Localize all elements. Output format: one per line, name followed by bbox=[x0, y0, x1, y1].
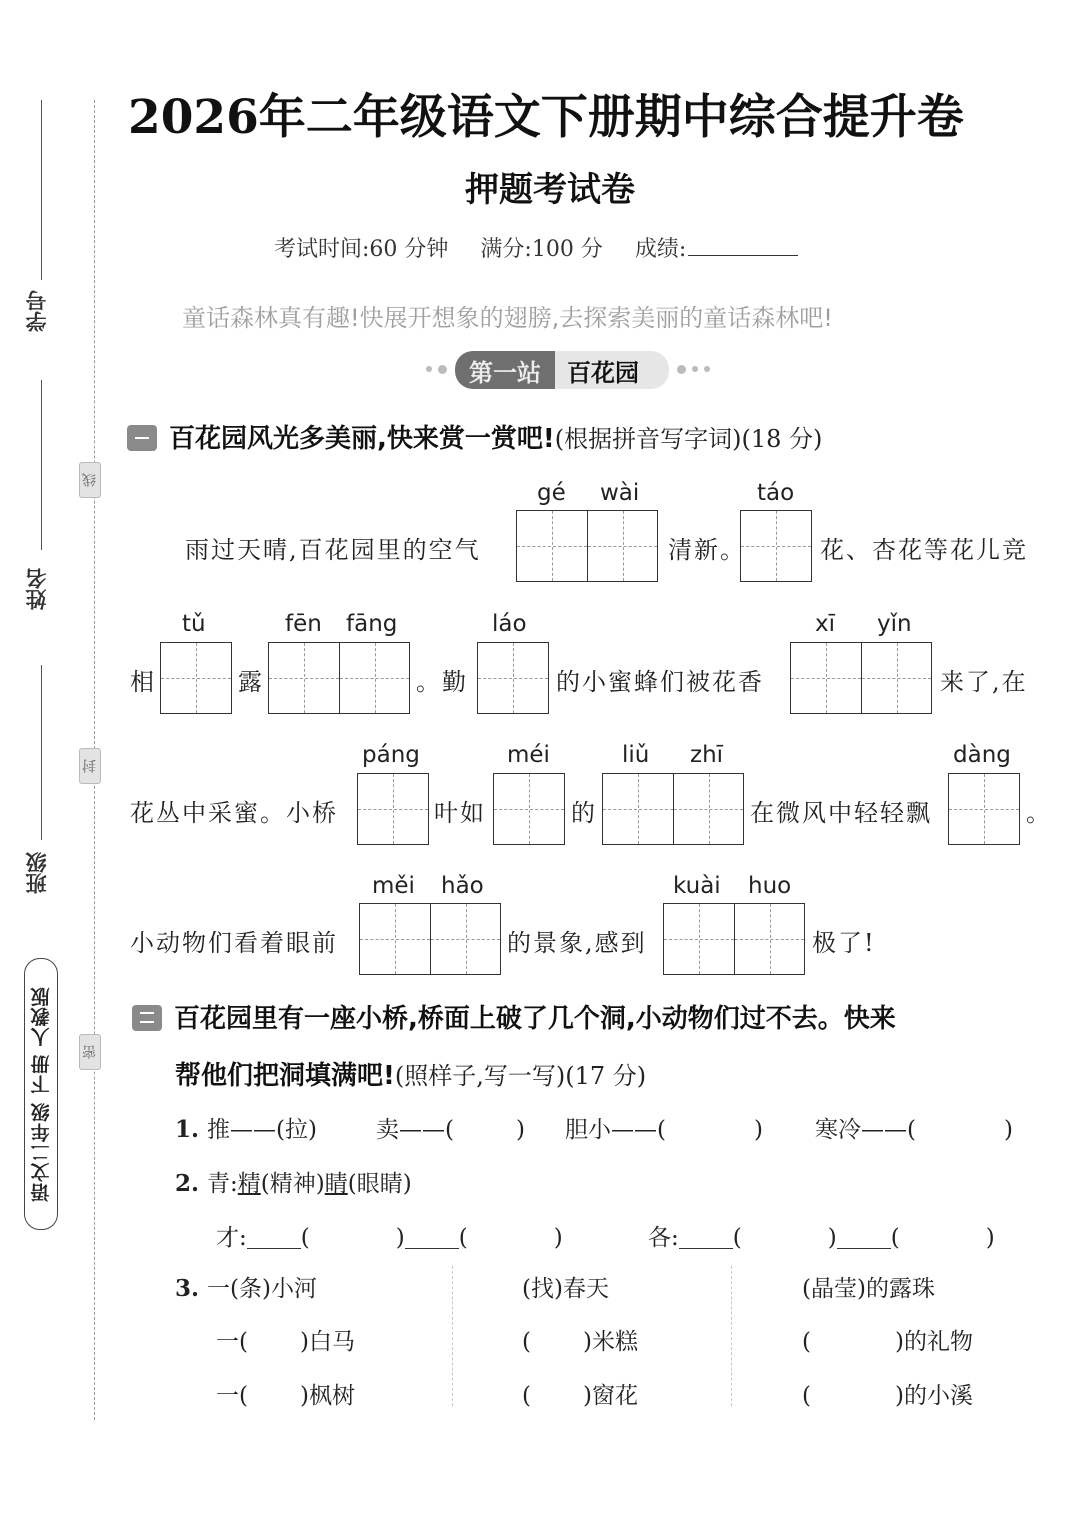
item2-cai-label: 才: bbox=[216, 1225, 247, 1251]
cai-blank-2[interactable] bbox=[405, 1229, 459, 1249]
ge-open-2: ( bbox=[890, 1225, 900, 1251]
dots-right bbox=[677, 366, 710, 374]
page-subtitle: 押题考试卷 bbox=[465, 170, 635, 210]
item3-divider-2 bbox=[731, 1266, 732, 1406]
item3-c1-r1: 一(条)小河 bbox=[207, 1276, 317, 1302]
item3-c1-r2: 一( bbox=[216, 1329, 248, 1355]
q1-text-7: 的小蜜蜂们被花香 bbox=[556, 668, 764, 696]
item1-c-close: ) bbox=[1003, 1117, 1013, 1143]
item2-w1: 精 bbox=[237, 1171, 261, 1197]
cai-open-1: ( bbox=[300, 1225, 310, 1251]
item3-c1-r3: 一( bbox=[216, 1383, 248, 1409]
pinyin-ge: gé bbox=[537, 480, 566, 506]
q1-text-12: 在微风中轻轻飘 bbox=[750, 799, 932, 827]
q1-text-11: 的 bbox=[571, 799, 597, 827]
cai-open-2: ( bbox=[458, 1225, 468, 1251]
pinyin-liu: liǔ bbox=[622, 742, 650, 768]
pinyin-hao: hǎo bbox=[441, 873, 484, 899]
item2-w2-word: (眼睛) bbox=[347, 1171, 412, 1197]
name-blank[interactable] bbox=[41, 380, 42, 550]
cai-close-2: ) bbox=[553, 1225, 563, 1251]
cut-mark-secret: 密 bbox=[79, 1034, 101, 1070]
q1-text-2: 清新。 bbox=[668, 536, 746, 564]
pinyin-yin: yǐn bbox=[877, 611, 912, 637]
item2-num: 2. bbox=[175, 1170, 200, 1197]
item3-c1-r3-tail: )枫树 bbox=[299, 1383, 355, 1409]
q2-heading bbox=[132, 998, 896, 1035]
dots-left bbox=[426, 366, 447, 374]
station-number: 第一站 bbox=[455, 351, 555, 389]
exam-time: 考试时间:60 分钟 bbox=[274, 237, 449, 262]
class-blank[interactable] bbox=[41, 665, 42, 840]
item2-w1-word: (精神) bbox=[260, 1171, 325, 1197]
intro-text: 童话森林真有趣!快展开想象的翅膀,去探索美丽的童话森林吧! bbox=[182, 304, 833, 332]
item1-example: 推——(拉) bbox=[207, 1117, 317, 1143]
pinyin-fang: fāng bbox=[346, 611, 398, 637]
name-label: 姓名 bbox=[25, 568, 49, 610]
item2-head: 青: bbox=[207, 1171, 238, 1197]
q1-text-9: 花丛中采蜜。小桥 bbox=[130, 799, 338, 827]
cai-blank-1[interactable] bbox=[247, 1229, 301, 1249]
q1-text-8: 来了,在 bbox=[940, 668, 1028, 696]
item1-c[interactable] bbox=[815, 1111, 1013, 1144]
pinyin-mei: méi bbox=[507, 742, 550, 768]
q2-item1 bbox=[175, 1111, 317, 1144]
item1-b-text: 胆小——( bbox=[565, 1117, 666, 1143]
q2-note: (照样子,写一写)(17 分) bbox=[394, 1062, 647, 1090]
item3-c2-r2: ( bbox=[522, 1329, 531, 1355]
tianzige-fenfang[interactable] bbox=[268, 642, 410, 714]
exam-full-score: 满分:100 分 bbox=[480, 237, 603, 262]
q1-text-15: 的景象,感到 bbox=[507, 929, 647, 957]
q1-heading bbox=[127, 418, 822, 455]
item3-c3-r3: ( bbox=[802, 1383, 811, 1409]
student-id-label: 学号 bbox=[25, 290, 49, 332]
pinyin-kuai: kuài bbox=[673, 873, 721, 899]
book-label: 语文二年级 下册 人教版 bbox=[24, 958, 58, 1230]
q1-text-10: 叶如 bbox=[434, 799, 486, 827]
item3-col1-row1 bbox=[175, 1270, 317, 1303]
tianzige-xiyin[interactable] bbox=[790, 642, 932, 714]
q2-item2-example bbox=[175, 1165, 412, 1198]
score-blank[interactable] bbox=[688, 232, 798, 256]
cut-mark-seal: 封 bbox=[79, 748, 101, 784]
binding-margin bbox=[0, 0, 100, 1527]
pinyin-dang: dàng bbox=[953, 742, 1011, 768]
q2-title-line2: 帮他们把洞填满吧! bbox=[175, 1061, 395, 1091]
item3-col2-row2[interactable] bbox=[522, 1323, 638, 1356]
item2-ge-label: 各: bbox=[648, 1225, 679, 1251]
item3-c2-r3: ( bbox=[522, 1383, 531, 1409]
item3-col3-row3[interactable] bbox=[802, 1377, 973, 1410]
tianzige-pang[interactable] bbox=[357, 773, 429, 845]
station-name: 百花园 bbox=[555, 351, 669, 389]
item2-w2: 睛 bbox=[324, 1171, 348, 1197]
pinyin-lao: láo bbox=[492, 611, 527, 637]
q1-text-4: 相 bbox=[130, 668, 156, 696]
item3-c3-r2: ( bbox=[802, 1329, 811, 1355]
item3-divider-1 bbox=[452, 1266, 453, 1406]
q1-text-13: 。 bbox=[1026, 799, 1052, 827]
q1-text-5: 露 bbox=[238, 668, 264, 696]
q1-number-badge bbox=[127, 425, 157, 451]
q1-text-16: 极了! bbox=[812, 929, 876, 957]
item1-num: 1. bbox=[175, 1116, 200, 1143]
item3-col3-row2[interactable] bbox=[802, 1323, 973, 1356]
tianzige-liuzhi[interactable] bbox=[602, 773, 744, 845]
ge-close-2: ) bbox=[985, 1225, 995, 1251]
item3-num: 3. bbox=[175, 1275, 200, 1302]
item3-c3-r1: (晶莹)的露珠 bbox=[802, 1276, 935, 1302]
item3-col1-row2[interactable] bbox=[216, 1323, 355, 1356]
item1-a-close: ) bbox=[515, 1117, 525, 1143]
station-banner bbox=[418, 350, 718, 390]
ge-close-1: ) bbox=[827, 1225, 837, 1251]
pinyin-tao: táo bbox=[757, 480, 795, 506]
item1-a-text: 卖——( bbox=[376, 1117, 454, 1143]
item1-b-close: ) bbox=[753, 1117, 763, 1143]
item1-c-text: 寒冷——( bbox=[815, 1117, 916, 1143]
pinyin-mei3: měi bbox=[372, 873, 415, 899]
item3-col2-row1 bbox=[522, 1270, 609, 1303]
ge-blank-2[interactable] bbox=[837, 1229, 891, 1249]
item3-c3-r3-tail: )的小溪 bbox=[894, 1383, 973, 1409]
item3-c2-r2-tail: )米糕 bbox=[582, 1329, 638, 1355]
item3-col3-row1 bbox=[802, 1270, 935, 1303]
tianzige-mei[interactable] bbox=[493, 773, 565, 845]
tianzige-meihao[interactable] bbox=[359, 903, 501, 975]
q1-note: (根据拼音写字词)(18 分) bbox=[554, 425, 823, 453]
tianzige-gewai[interactable] bbox=[516, 510, 658, 582]
pinyin-wai: wài bbox=[600, 480, 640, 506]
pinyin-zhi: zhī bbox=[690, 742, 724, 768]
item3-c2-r3-tail: )窗花 bbox=[582, 1383, 638, 1409]
item3-c3-r2-tail: )的礼物 bbox=[894, 1329, 973, 1355]
q1-text-3: 花、杏花等花儿竞 bbox=[820, 536, 1028, 564]
pinyin-xi: xī bbox=[815, 611, 836, 637]
pinyin-huo: huo bbox=[748, 873, 792, 899]
score-label: 成绩: bbox=[634, 237, 687, 262]
cut-mark-line: 线 bbox=[79, 462, 101, 498]
tianzige-lao[interactable] bbox=[477, 642, 549, 714]
q1-text-14: 小动物们看着眼前 bbox=[130, 929, 338, 957]
tianzige-kuaihuo[interactable] bbox=[663, 903, 805, 975]
q2-number-badge bbox=[132, 1005, 162, 1031]
q2-item2-ge bbox=[648, 1219, 995, 1252]
q2-title-line1: 百花园里有一座小桥,桥面上破了几个洞,小动物们过不去。快来 bbox=[174, 1004, 896, 1034]
q1-text-6: 。勤 bbox=[416, 668, 468, 696]
item1-a[interactable] bbox=[376, 1111, 525, 1144]
item3-col1-row3[interactable] bbox=[216, 1377, 355, 1410]
exam-info bbox=[274, 232, 830, 263]
class-label: 班级 bbox=[25, 852, 49, 894]
tianzige-tao[interactable] bbox=[740, 510, 812, 582]
ge-blank-1[interactable] bbox=[679, 1229, 733, 1249]
q2-item2-cai bbox=[216, 1219, 563, 1252]
cai-close-1: ) bbox=[395, 1225, 405, 1251]
q2-heading-line2 bbox=[175, 1055, 646, 1092]
item3-col2-row3[interactable] bbox=[522, 1377, 638, 1410]
q1-title: 百花园风光多美丽,快来赏一赏吧! bbox=[169, 424, 555, 454]
tianzige-tu[interactable] bbox=[160, 642, 232, 714]
exam-score bbox=[635, 232, 830, 263]
pinyin-pang: páng bbox=[362, 742, 420, 768]
item3-c2-r1: (找)春天 bbox=[522, 1276, 609, 1302]
item1-b[interactable] bbox=[565, 1111, 763, 1144]
ge-open-1: ( bbox=[732, 1225, 742, 1251]
pinyin-tu: tǔ bbox=[182, 611, 206, 637]
pinyin-fen: fēn bbox=[285, 611, 322, 637]
item3-c1-r2-tail: )白马 bbox=[299, 1329, 355, 1355]
q1-text-1: 雨过天晴,百花园里的空气 bbox=[185, 536, 481, 564]
page-title: 2026年二年级语文下册期中综合提升卷 bbox=[128, 90, 964, 145]
tianzige-dang[interactable] bbox=[948, 773, 1020, 845]
